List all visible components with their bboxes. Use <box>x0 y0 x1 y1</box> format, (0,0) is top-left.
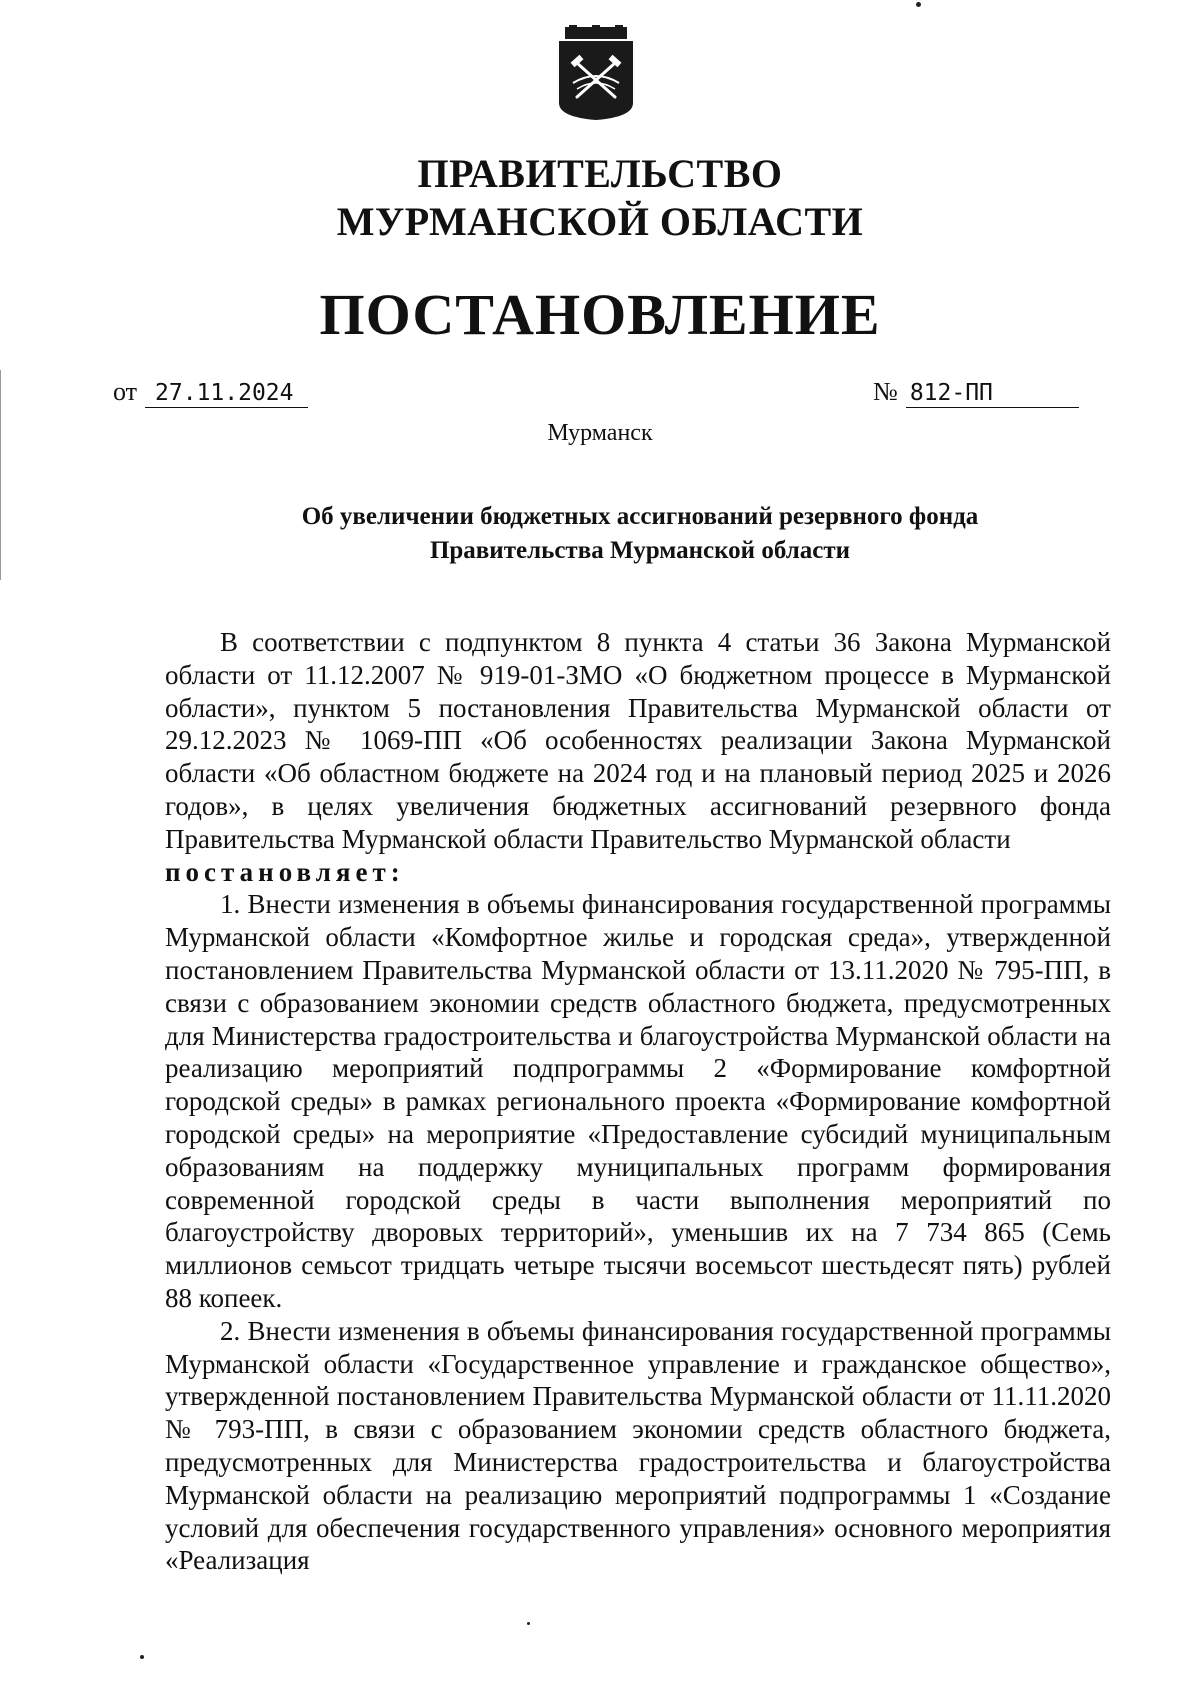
scan-speck <box>140 1655 144 1659</box>
scan-speck <box>916 2 921 7</box>
item-2-paragraph <box>165 1315 1111 1577</box>
coat-of-arms-icon <box>555 25 637 121</box>
item-1-paragraph <box>165 888 1111 1314</box>
document-title <box>0 500 1200 568</box>
document-title-line1: Об увеличении бюджетных ассигнований резервного фонда <box>301 503 979 530</box>
document-type: ПОСТАНОВЛЕНИЕ <box>319 282 881 347</box>
organization-name-line1: ПРАВИТЕЛЬСТВО <box>417 151 783 196</box>
date-prefix: от <box>113 377 138 406</box>
preamble-paragraph <box>165 626 1111 856</box>
document-body <box>165 626 1111 1577</box>
number-value: 812-ПП <box>906 379 1079 408</box>
item-2-text: 2. Внести изменения в объемы финансирования государственной программы Мурманской области «Государственное управление и гражданское общество», утвержденной постановлением Правительства Мурманской области от 11.11.2020 № 793-ПП, в связи с образованием экономии средств областного бюджета, предусмотренных для Министерства градостроительства и благоустройства Мурманской области на реализацию мероприятий подпрограммы 1 «Создание условий для обеспечения государственного управления» основного мероприятия «Реализация <box>165 1315 1111 1576</box>
city-name: Мурманск <box>547 420 653 446</box>
document-date <box>113 376 308 408</box>
organization-name-line2: МУРМАНСКОЙ ОБЛАСТИ <box>336 199 864 244</box>
document-number <box>873 376 1079 408</box>
date-value: 27.11.2024 <box>145 379 307 408</box>
item-1-text: 1. Внести изменения в объемы финансирования государственной программы Мурманской области «Комфортное жилье и городская среда», утвержденной постановлением Правительства Мурманской области от 13.11.2020 № 795-ПП, в связи с образованием экономии средств областного бюджета, предусмотренных для Министерства градостроительства и благоустройства Мурманской области на реализацию мероприятий подпрограммы 2 «Формирование комфортной городской среды» в рамках регионального проекта «Формирование комфортной городской среды» на мероприятие «Предоставление субсидий муниципальным образованиям на поддержку муниципальных программ формирования современной городской среды в части выполнения мероприятий по благоустройству дворовых территорий», уменьшив их на 7 734 865 (Семь миллионов семьсот тридцать четыре тысячи восемьсот шестьдесят пять) рублей 88 копеек. <box>165 889 1111 1313</box>
document-title-line2: Правительства Мурманской области <box>429 537 851 564</box>
preamble-text: В соответствии с подпунктом 8 пункта 4 статьи 36 Закона Мурманской области от 11.12.2007 № 919-01-ЗМО «О бюджетном процессе в Мурманской области», пунктом 5 постановления Правительства Мурманской области от 29.12.2023 № 1069-ПП «Об особенностях реализации Закона Мурманской области «Об областном бюджете на 2024 год и на плановый период 2025 и 2026 годов», в целях увеличения бюджетных ассигнований резервного фонда Правительства Мурманской области Правительство Мурманской области <box>165 627 1111 854</box>
decree-paragraph <box>165 856 1111 889</box>
decree-word: постановляет: <box>165 856 405 887</box>
organization-name <box>0 150 1200 246</box>
number-prefix: № <box>873 377 898 406</box>
scan-speck <box>527 1622 530 1625</box>
